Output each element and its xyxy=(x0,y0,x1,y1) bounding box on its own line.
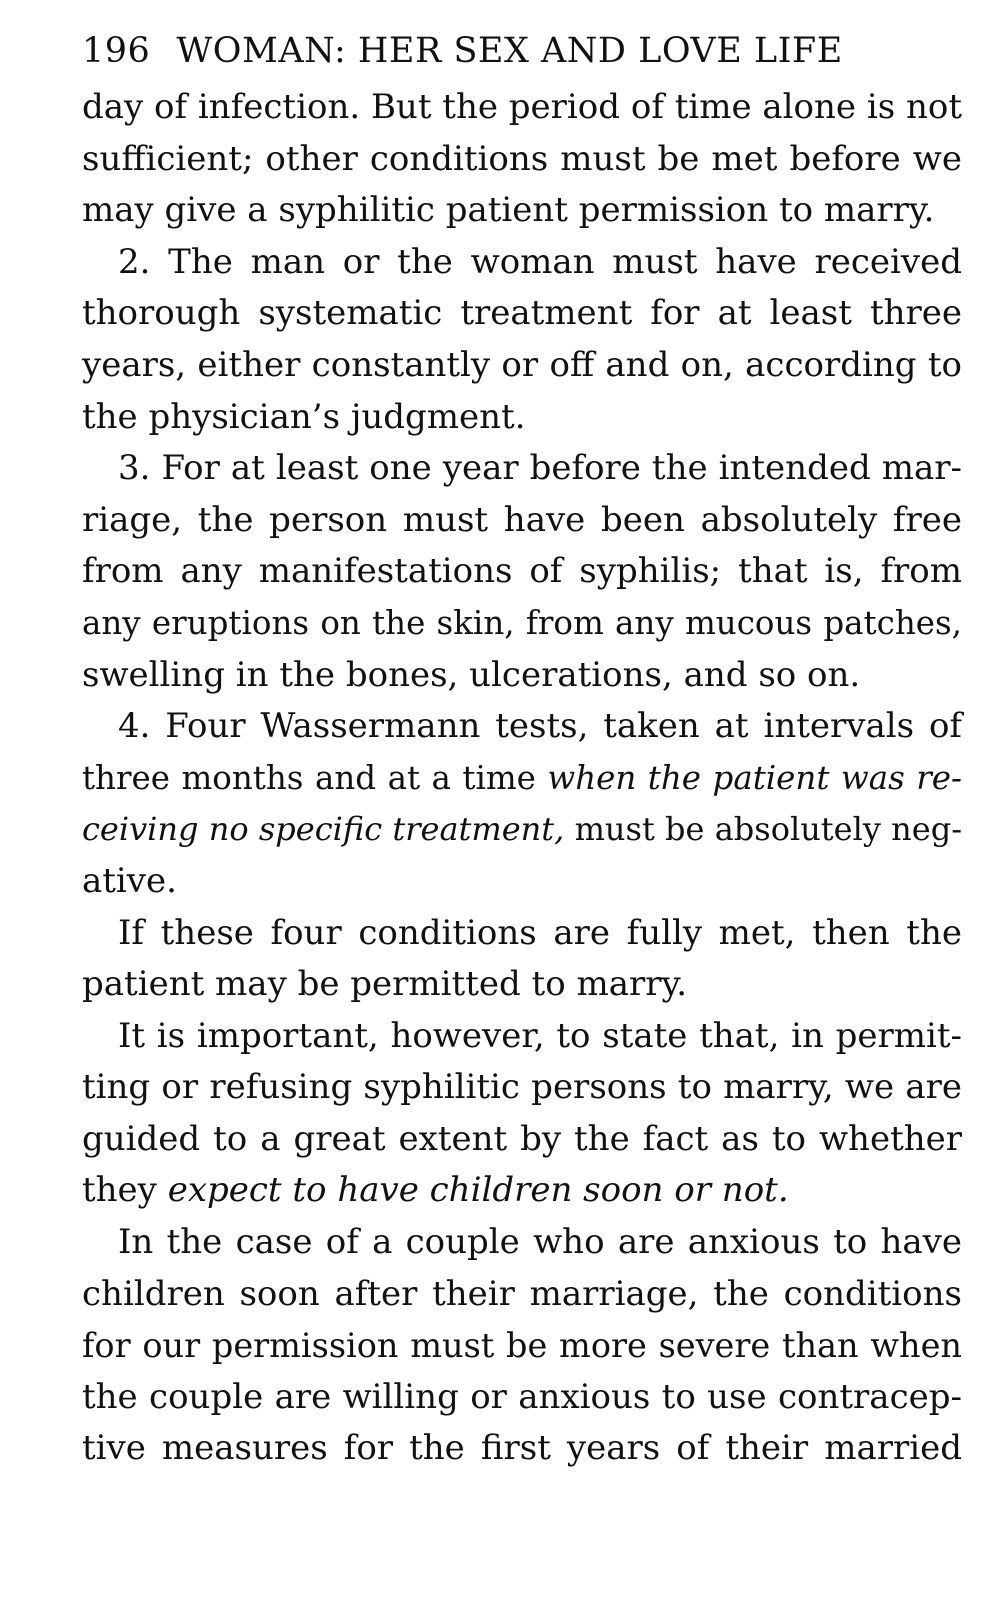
text-line: guided to a great extent by the fact as to whether xyxy=(82,1118,962,1159)
text-line: day of infection. But the period of time alone is not xyxy=(82,87,963,127)
text-line: three months and at a time when the patient was re- xyxy=(82,758,962,797)
running-title: WOMAN: HER SEX AND LOVE LIFE xyxy=(176,31,843,71)
text-line: riage, the person must have been absolutely free xyxy=(82,499,962,540)
text-line: It is important, however, to state that, in permit- xyxy=(118,1015,962,1056)
text-line: If these four conditions are fully met, then the xyxy=(118,912,962,953)
book-page xyxy=(82,30,962,1475)
text-line: they expect to have children soon or not. xyxy=(82,1170,789,1211)
text-line: the couple are willing or anxious to use contracep- xyxy=(82,1376,962,1417)
text-line: the physician’s judgment. xyxy=(82,396,526,437)
text-line: from any manifestations of syphilis; that is, from xyxy=(82,551,962,592)
body-text xyxy=(82,82,962,1475)
text-line: ting or refusing syphilitic persons to marry, we are xyxy=(82,1067,962,1108)
page-header xyxy=(82,30,962,72)
text-line: In the case of a couple who are anxious to have xyxy=(118,1222,962,1263)
text-line: ative. xyxy=(82,860,177,901)
text-line: 2. The man or the woman must have received xyxy=(118,241,962,282)
text-line: for our permission must be more severe than when xyxy=(82,1326,962,1366)
text-line: 4. Four Wassermann tests, taken at intervals of xyxy=(118,706,962,747)
page-number: 196 xyxy=(82,31,151,71)
text-line: any eruptions on the skin, from any mucous patches, xyxy=(82,603,962,642)
text-line: 3. For at least one year before the intended mar- xyxy=(118,448,962,489)
text-line: ceiving no specific treatment, must be absolutely neg- xyxy=(82,810,963,849)
text-line: thorough systematic treatment for at least three xyxy=(82,293,962,334)
text-line: may give a syphilitic patient permission to marry. xyxy=(82,190,935,231)
text-line: tive measures for the first years of their married xyxy=(82,1428,962,1469)
text-line: patient may be permitted to marry. xyxy=(82,964,688,1005)
text-line: sufficient; other conditions must be met before we xyxy=(82,138,962,179)
text-line: years, either constantly or off and on, according to xyxy=(82,344,962,385)
text-line: children soon after their marriage, the conditions xyxy=(82,1273,962,1314)
italic-emphasis: ceiving no specific treatment, xyxy=(82,810,565,849)
text-line: swelling in the bones, ulcerations, and so on. xyxy=(82,654,861,695)
italic-emphasis: expect to have children soon or not. xyxy=(167,1170,789,1211)
italic-emphasis: when the patient was re- xyxy=(547,758,962,797)
